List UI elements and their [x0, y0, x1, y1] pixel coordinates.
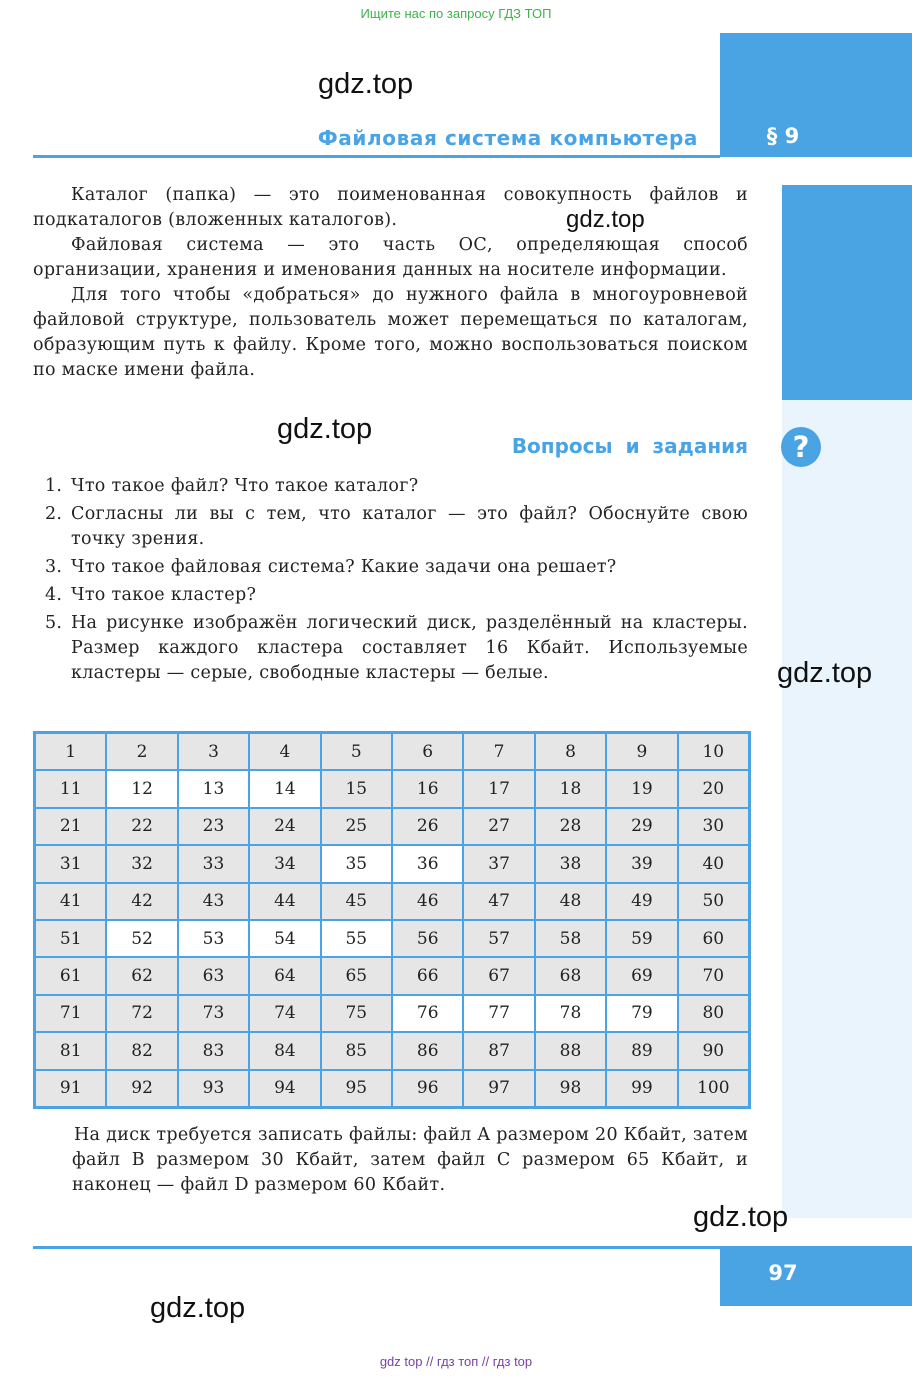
paragraph-filesystem: Файловая система — это часть ОС, определяющая способ организации, хранения и именования данных на носителе информации. [33, 235, 748, 280]
cluster-used: 24 [250, 809, 319, 844]
cluster-free: 76 [393, 996, 462, 1031]
cluster-used: 22 [107, 809, 176, 844]
cluster-used: 57 [464, 921, 533, 956]
cluster-used: 90 [679, 1033, 748, 1068]
cluster-used: 67 [464, 958, 533, 993]
cluster-used: 21 [36, 809, 105, 844]
cluster-used: 94 [250, 1071, 319, 1106]
cluster-used: 37 [464, 846, 533, 881]
section-number: § 9 [766, 124, 800, 148]
cluster-used: 28 [536, 809, 605, 844]
cluster-used: 25 [322, 809, 391, 844]
footer-links[interactable]: gdz top // гдз топ // гдз top [379, 1354, 533, 1369]
cluster-used: 1 [36, 734, 105, 769]
question-text: Что такое файл? Что такое каталог? [71, 476, 419, 496]
question-text: Что такое файловая система? Какие задачи она решает? [71, 557, 617, 577]
cluster-used: 19 [607, 771, 676, 806]
cluster-free: 55 [322, 921, 391, 956]
page-number: 97 [768, 1261, 798, 1285]
cluster-used: 40 [679, 846, 748, 881]
cluster-used: 75 [322, 996, 391, 1031]
body-text [33, 183, 748, 383]
question-item [45, 502, 748, 552]
cluster-free: 78 [536, 996, 605, 1031]
cluster-used: 39 [607, 846, 676, 881]
questions-heading: Вопросы и задания [511, 434, 748, 458]
cluster-used: 5 [322, 734, 391, 769]
cluster-used: 9 [607, 734, 676, 769]
cluster-used: 48 [536, 884, 605, 919]
watermark: gdz.top [318, 68, 414, 100]
cluster-used: 66 [393, 958, 462, 993]
cluster-used: 97 [464, 1071, 533, 1106]
cluster-used: 27 [464, 809, 533, 844]
cluster-used: 89 [607, 1033, 676, 1068]
cluster-used: 31 [36, 846, 105, 881]
cluster-used: 61 [36, 958, 105, 993]
cluster-used: 60 [679, 921, 748, 956]
cluster-used: 41 [36, 884, 105, 919]
paragraph-catalog: Каталог (папка) — это поименованная совокупность файлов и подкаталогов (вложенных каталогов). [33, 185, 748, 230]
cluster-free: 36 [393, 846, 462, 881]
cluster-free: 14 [250, 771, 319, 806]
cluster-used: 51 [36, 921, 105, 956]
cluster-used: 91 [36, 1071, 105, 1106]
cluster-used: 59 [607, 921, 676, 956]
cluster-used: 44 [250, 884, 319, 919]
cluster-used: 30 [679, 809, 748, 844]
cluster-used: 100 [679, 1071, 748, 1106]
cluster-used: 17 [464, 771, 533, 806]
cluster-used: 23 [179, 809, 248, 844]
cluster-used: 3 [179, 734, 248, 769]
cluster-used: 62 [107, 958, 176, 993]
cluster-used: 71 [36, 996, 105, 1031]
cluster-free: 53 [179, 921, 248, 956]
cluster-used: 43 [179, 884, 248, 919]
side-panel-light [782, 400, 912, 1218]
cluster-used: 64 [250, 958, 319, 993]
cluster-used: 7 [464, 734, 533, 769]
cluster-free: 35 [322, 846, 391, 881]
question-item [45, 555, 748, 580]
cluster-used: 2 [107, 734, 176, 769]
cluster-used: 38 [536, 846, 605, 881]
cluster-used: 58 [536, 921, 605, 956]
watermark: gdz.top [277, 413, 373, 445]
cluster-free: 12 [107, 771, 176, 806]
cluster-used: 86 [393, 1033, 462, 1068]
cluster-used: 74 [250, 996, 319, 1031]
cluster-used: 81 [36, 1033, 105, 1068]
cluster-used: 46 [393, 884, 462, 919]
cluster-used: 6 [393, 734, 462, 769]
header-divider [33, 155, 720, 158]
cluster-used: 20 [679, 771, 748, 806]
cluster-used: 29 [607, 809, 676, 844]
cluster-used: 56 [393, 921, 462, 956]
cluster-used: 95 [322, 1071, 391, 1106]
cluster-used: 99 [607, 1071, 676, 1106]
cluster-used: 18 [536, 771, 605, 806]
cluster-used: 45 [322, 884, 391, 919]
cluster-used: 88 [536, 1033, 605, 1068]
watermark: gdz.top [566, 206, 645, 233]
cluster-used: 73 [179, 996, 248, 1031]
cluster-used: 87 [464, 1033, 533, 1068]
cluster-used: 93 [179, 1071, 248, 1106]
task-text: На диск требуется записать файлы: файл A размером 20 Кбайт, затем файл B размером 30 Кбайт, затем файл C размером 65 Кбайт, и наконец — файл D размером 60 Кбайт. [72, 1125, 748, 1195]
cluster-used: 84 [250, 1033, 319, 1068]
cluster-used: 42 [107, 884, 176, 919]
question-text: Согласны ли вы с тем, что каталог — это файл? Обоснуйте свою точку зрения. [71, 504, 748, 549]
question-icon: ? [781, 427, 821, 467]
cluster-used: 34 [250, 846, 319, 881]
cluster-used: 4 [250, 734, 319, 769]
cluster-used: 70 [679, 958, 748, 993]
cluster-used: 16 [393, 771, 462, 806]
question-number: 5. [45, 613, 63, 633]
question-text: Что такое кластер? [71, 585, 257, 605]
question-number: 1. [45, 476, 63, 496]
questions-list [45, 474, 748, 689]
cluster-used: 33 [179, 846, 248, 881]
cluster-used: 80 [679, 996, 748, 1031]
cluster-used: 68 [536, 958, 605, 993]
cluster-used: 32 [107, 846, 176, 881]
cluster-used: 98 [536, 1071, 605, 1106]
cluster-free: 77 [464, 996, 533, 1031]
paragraph-navigation: Для того чтобы «добраться» до нужного файла в многоуровневой файловой структуре, пользователь может перемещаться по каталогам, образующим путь к файлу. Кроме того, можно воспользоваться поиском по маске имени файла. [33, 285, 748, 380]
cluster-used: 96 [393, 1071, 462, 1106]
cluster-used: 26 [393, 809, 462, 844]
question-item [45, 474, 748, 499]
watermark: gdz.top [693, 1201, 789, 1233]
side-stripe-dark [782, 185, 912, 400]
cluster-used: 92 [107, 1071, 176, 1106]
cluster-used: 8 [536, 734, 605, 769]
cluster-used: 69 [607, 958, 676, 993]
cluster-used: 63 [179, 958, 248, 993]
cluster-free: 52 [107, 921, 176, 956]
cluster-used: 50 [679, 884, 748, 919]
cluster-used: 47 [464, 884, 533, 919]
question-number: 3. [45, 557, 63, 577]
cluster-free: 13 [179, 771, 248, 806]
cluster-used: 83 [179, 1033, 248, 1068]
cluster-free: 79 [607, 996, 676, 1031]
watermark: gdz.top [777, 657, 873, 689]
cluster-used: 65 [322, 958, 391, 993]
question-text: На рисунке изображён логический диск, разделённый на кластеры. Размер каждого кластера составляет 16 Кбайт. Используемые кластеры — серые, свободные кластеры — белые. [71, 613, 748, 683]
question-number: 2. [45, 504, 63, 524]
disk-cluster-grid [33, 731, 751, 1109]
cluster-used: 10 [679, 734, 748, 769]
cluster-used: 72 [107, 996, 176, 1031]
cluster-used: 85 [322, 1033, 391, 1068]
search-banner[interactable]: Ищите нас по запросу ГДЗ ТОП [360, 6, 552, 21]
cluster-used: 49 [607, 884, 676, 919]
chapter-title: Файловая система компьютера [317, 126, 698, 150]
watermark: gdz.top [150, 1292, 246, 1324]
cluster-used: 82 [107, 1033, 176, 1068]
question-item [45, 611, 748, 686]
cluster-free: 54 [250, 921, 319, 956]
cluster-used: 11 [36, 771, 105, 806]
cluster-used: 15 [322, 771, 391, 806]
question-number: 4. [45, 585, 63, 605]
question-item [45, 583, 748, 608]
